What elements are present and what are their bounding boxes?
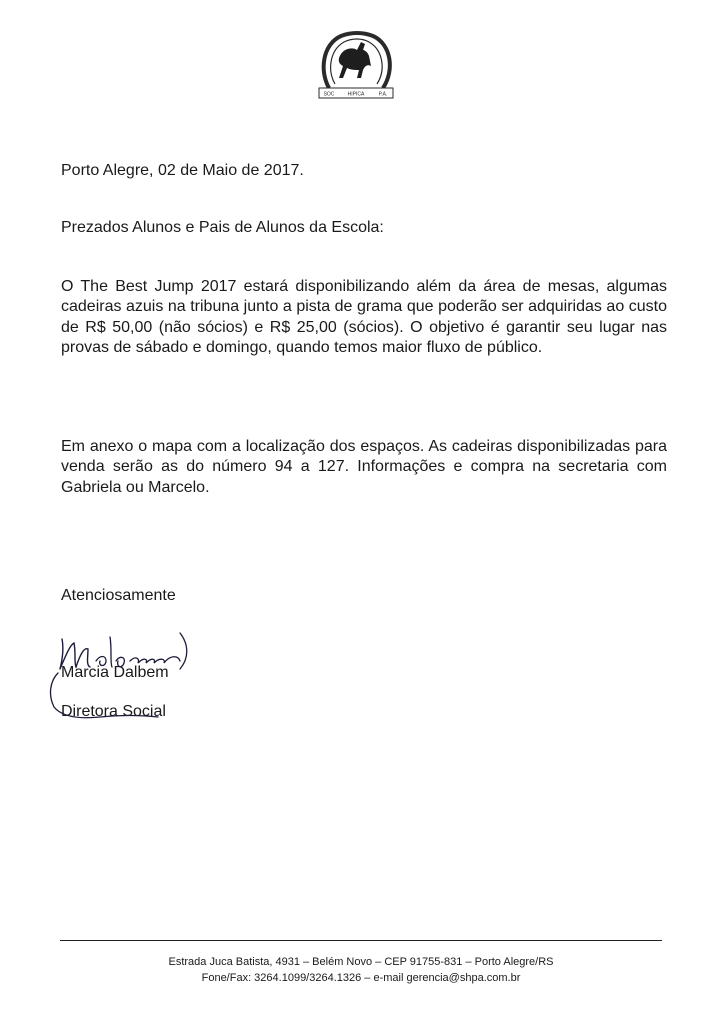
footer-contact: Fone/Fax: 3264.1099/3264.1326 – e-mail gerencia@shpa.com.br: [201, 972, 521, 984]
footer-divider: [60, 940, 662, 941]
letter-greeting: Prezados Alunos e Pais de Alunos da Escola:: [61, 219, 384, 236]
hipica-logo-icon: [317, 30, 395, 104]
signer-name: Marcia Dalbem: [61, 664, 169, 681]
letter-date: Porto Alegre, 02 de Maio de 2017.: [61, 162, 304, 179]
letter-paragraph-1: O The Best Jump 2017 estará disponibilizando além da área de mesas, algumas cadeiras azuis na tribuna junto a pista de grama que poderão ser adquiridas ao custo de R$ 50,00 (não sócios) e R$ 25,00 (sócios). O objetivo é garantir seu lugar nas provas de sábado e domingo, quando temos maior fluxo de público.: [61, 278, 667, 356]
svg-text:1936: 1936: [351, 30, 361, 36]
letter-closing: Atenciosamente: [61, 587, 176, 604]
svg-text:HIPICA: HIPICA: [347, 91, 365, 98]
signer-role: Diretora Social: [61, 703, 166, 720]
svg-text:SOC: SOC: [323, 91, 335, 98]
svg-text:P.A.: P.A.: [378, 91, 388, 98]
letter-paragraph-2: Em anexo o mapa com a localização dos espaços. As cadeiras disponibilizadas para venda serão as do número 94 a 127. Informações e compra na secretaria com Gabriela ou Marcelo.: [61, 438, 667, 496]
footer-address: Estrada Juca Batista, 4931 – Belém Novo – CEP 91755-831 – Porto Alegre/RS: [168, 956, 554, 968]
handwritten-signature: [40, 615, 220, 725]
